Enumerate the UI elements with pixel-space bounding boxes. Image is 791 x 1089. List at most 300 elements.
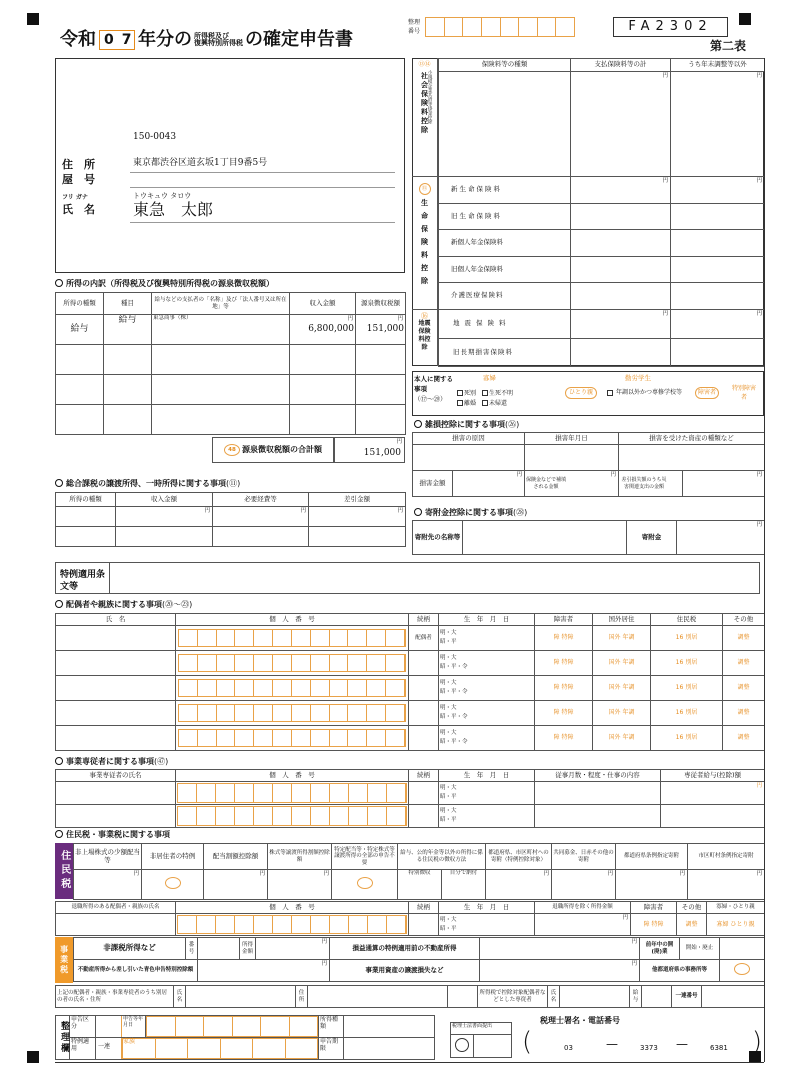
yen-unit: 円 <box>516 472 522 478</box>
footer-kigen-label: 申告期限 <box>318 1038 344 1059</box>
checkbox-icon[interactable] <box>457 390 463 396</box>
income-section-title <box>55 279 274 288</box>
empty-cell[interactable] <box>56 375 104 405</box>
donation-name-value[interactable] <box>463 521 627 555</box>
onetime-section-title <box>55 479 240 488</box>
income-table <box>55 292 406 435</box>
income-hdr-item: 種目 <box>104 293 152 315</box>
family-section-title <box>55 600 192 609</box>
tax-name-small <box>194 33 243 48</box>
footer-tokurei-label: 特例適用 <box>70 1038 96 1059</box>
abroad-options[interactable] <box>593 676 651 701</box>
other-option[interactable] <box>723 651 765 676</box>
shou-text: 障 <box>553 734 560 742</box>
employee-hdr-name: 事業専従者の氏名 <box>56 770 176 782</box>
year-suffix: 年分の <box>138 29 192 50</box>
empty-cell[interactable] <box>720 960 765 982</box>
tel-part-1: 03 <box>564 1044 573 1052</box>
kokugai-text: 国外 <box>608 709 621 717</box>
business-side-label: 事業税 <box>59 945 69 975</box>
empty-cell[interactable] <box>152 375 290 405</box>
rel-cell[interactable] <box>409 651 439 676</box>
retire-hdr-income: 退職所得を除く所得金額 <box>535 902 631 914</box>
amount-cell[interactable] <box>116 507 213 527</box>
yen-unit: 円 <box>607 871 614 877</box>
disabled-options[interactable] <box>535 676 593 701</box>
small-business-text: 小規模企業共済等掛金控除 <box>427 70 433 124</box>
empty-cell[interactable] <box>152 345 290 375</box>
amount-cell[interactable] <box>616 870 688 900</box>
amount-cell[interactable] <box>268 870 332 900</box>
empty-cell[interactable] <box>152 405 290 435</box>
amount-cell[interactable] <box>671 72 765 177</box>
toku-text: 特障 <box>561 634 574 642</box>
rel-cell[interactable] <box>409 676 439 701</box>
shou-text: 障 <box>553 634 560 642</box>
era-text: 昭・平・令 <box>440 714 468 720</box>
total-label-text: 源泉徴収税額の合計額 <box>242 445 322 455</box>
name-underline <box>130 222 395 223</box>
birth-cell[interactable] <box>439 676 535 701</box>
empty-cell[interactable] <box>104 345 152 375</box>
yen-unit: 円 <box>622 915 628 921</box>
yen-unit: 円 <box>321 961 327 967</box>
empty-cell[interactable] <box>56 676 176 701</box>
resident-options[interactable] <box>651 701 723 726</box>
other-option[interactable] <box>677 914 707 936</box>
empty-cell[interactable] <box>671 203 765 230</box>
era-text: 昭・平 <box>440 639 457 645</box>
chosei-text: 調整 <box>685 920 698 928</box>
empty-cell[interactable] <box>198 938 240 960</box>
employee-hdr-number: 個 人 番 号 <box>176 770 409 782</box>
amount-cell[interactable] <box>571 72 671 177</box>
res-hdr-5: 給与、公的年金等以外の所得に係る住民税の徴収方法 <box>398 844 486 870</box>
empty-cell[interactable] <box>56 507 116 527</box>
u16-text: 16 <box>675 659 684 667</box>
seiri-label <box>408 18 420 36</box>
empty-cell[interactable] <box>702 986 765 1008</box>
chosei-text: 調整 <box>737 659 750 667</box>
self-ref-text: （⑰〜⑳） <box>414 395 447 403</box>
tsuki-label: 所得税で控除対象配偶者などとした専従者 <box>478 986 548 1008</box>
select-circle-icon[interactable] <box>357 877 373 889</box>
number-boxes[interactable] <box>176 782 409 805</box>
rel-cell[interactable] <box>409 626 439 651</box>
empty-cell[interactable] <box>671 256 765 283</box>
era-text: 明・大 <box>440 655 457 661</box>
zeirishi-circle-icon[interactable] <box>455 1038 469 1052</box>
abroad-options[interactable] <box>593 651 651 676</box>
address-value[interactable]: 東京都渋谷区道玄坂1丁目9番5号 <box>133 158 268 168</box>
misc-addr-label: 住所 <box>296 986 308 1008</box>
birth-cell[interactable] <box>439 805 535 828</box>
number-boxes[interactable] <box>176 805 409 828</box>
footer-shubetsu-box[interactable] <box>344 1016 434 1037</box>
empty-cell[interactable] <box>671 283 765 310</box>
footer-date-boxes[interactable] <box>146 1016 318 1037</box>
empty-cell[interactable] <box>309 527 406 547</box>
employee-hdr-work: 従事月数・程度・仕事の内容 <box>535 770 661 782</box>
res-hdr-9: 市区町村条例指定寄附 <box>688 844 765 870</box>
disabled-options[interactable] <box>535 726 593 751</box>
nenchou-option[interactable] <box>607 388 685 397</box>
address-underline <box>130 172 395 173</box>
number-boxes[interactable] <box>176 914 409 936</box>
abroad-options[interactable] <box>593 626 651 651</box>
dobetsu-text: 別居 <box>685 659 698 667</box>
yen-unit: 円 <box>756 73 762 79</box>
resident-options[interactable] <box>651 651 723 676</box>
hitorioya-text: ひとり親 <box>565 387 597 400</box>
yen-unit: 円 <box>756 871 763 877</box>
select-circle-icon[interactable] <box>165 877 181 889</box>
resident-options[interactable] <box>651 726 723 751</box>
empty-cell[interactable] <box>290 375 356 405</box>
income-payer[interactable]: 東急商事（株） <box>152 315 290 345</box>
yen-unit: 円 <box>396 439 402 445</box>
name-value[interactable]: 東急 太郎 <box>133 200 214 219</box>
empty-cell[interactable] <box>448 986 478 1008</box>
life-item: 旧個人年金保険料 <box>439 256 571 283</box>
checkbox-icon[interactable] <box>607 390 613 396</box>
other-option[interactable] <box>723 676 765 701</box>
tax-accountant-phone[interactable] <box>522 1028 762 1060</box>
abroad-options[interactable] <box>593 726 651 751</box>
res-hdr-0: 非上場株式の少額配当等 <box>74 844 142 870</box>
empty-cell[interactable] <box>356 375 406 405</box>
donation-amount-label: 寄附金 <box>627 521 677 555</box>
amount-cell[interactable] <box>480 938 640 960</box>
empty-cell[interactable] <box>213 527 309 547</box>
footer-kazoku[interactable] <box>122 1038 318 1059</box>
empty-cell[interactable] <box>409 805 439 828</box>
year-box[interactable]: 07 <box>99 30 135 50</box>
disabled-options[interactable] <box>535 626 593 651</box>
u16-text: 16 <box>675 709 684 717</box>
other-option[interactable] <box>723 626 765 651</box>
amount-cell[interactable] <box>677 521 765 555</box>
kokugai-text: 国外 <box>608 659 621 667</box>
number-boxes[interactable] <box>176 651 409 676</box>
registration-mark-top-right <box>739 13 751 25</box>
income-amount[interactable] <box>290 315 356 345</box>
empty-cell[interactable] <box>661 805 765 828</box>
amount-cell[interactable] <box>256 938 330 960</box>
hoken-text: 保険金などで補填される金額 <box>526 476 567 490</box>
yen-unit: 円 <box>300 508 306 514</box>
res-hdr-7: 共同募金、日赤その他の寄附 <box>552 844 616 870</box>
empty-cell[interactable] <box>56 914 176 936</box>
social-side-num: ⑬⑭ <box>418 61 431 68</box>
name-label <box>62 192 95 216</box>
kafu-options[interactable] <box>457 389 513 409</box>
amount-cell[interactable] <box>571 310 671 339</box>
empty-cell[interactable] <box>356 405 406 435</box>
dobetsu-text: 別居 <box>685 684 698 692</box>
res-hdr-6: 都道府県、市区町村への寄附（特例控除対象） <box>486 844 552 870</box>
era-text: 明・大 <box>440 680 457 686</box>
income-item[interactable]: 給与 <box>104 315 152 345</box>
seizon-text: 生死不明 <box>489 390 514 397</box>
era-text: 明・大 <box>440 808 457 814</box>
family-hdr-abroad: 国外居住 <box>593 614 651 626</box>
number-boxes[interactable] <box>176 676 409 701</box>
yen-unit: 円 <box>662 73 668 79</box>
disabled-options[interactable] <box>535 651 593 676</box>
empty-cell[interactable] <box>356 345 406 375</box>
empty-cell[interactable] <box>56 626 176 651</box>
footer-seiri-label: 整理欄 <box>56 1016 70 1059</box>
life-item: 旧生命保険料 <box>439 203 571 230</box>
other-option[interactable] <box>723 701 765 726</box>
empty-cell[interactable] <box>56 805 176 828</box>
empty-cell[interactable] <box>290 405 356 435</box>
empty-cell[interactable] <box>56 405 104 435</box>
quake-side-label: 地震保険料控除 <box>418 320 431 352</box>
income-hdr-kind: 所得の種類 <box>56 293 104 315</box>
birth-cell[interactable] <box>439 726 535 751</box>
amount-cell[interactable] <box>204 870 268 900</box>
tax-name-line2: 復興特別所得税 <box>194 39 243 48</box>
rel-cell[interactable] <box>409 701 439 726</box>
donation-table <box>412 520 765 555</box>
empty-cell[interactable] <box>439 72 571 177</box>
amount-cell[interactable] <box>671 310 765 339</box>
empty-cell[interactable] <box>671 230 765 257</box>
family-row <box>56 626 765 651</box>
u16-text: 16 <box>675 734 684 742</box>
number-boxes[interactable] <box>176 701 409 726</box>
amount-cell[interactable] <box>480 960 640 982</box>
era-text: 明・大 <box>440 730 457 736</box>
empty-cell[interactable] <box>535 805 661 828</box>
amount-cell[interactable] <box>552 870 616 900</box>
business-num-label: 番号 <box>186 938 198 960</box>
chosei-text: 調整 <box>737 634 750 642</box>
kyuyo-label: 給与 <box>630 986 642 1008</box>
empty-cell[interactable] <box>571 283 671 310</box>
address-label <box>62 157 95 187</box>
empty-cell[interactable] <box>525 445 619 471</box>
birth-cell[interactable] <box>439 626 535 651</box>
empty-cell[interactable] <box>642 986 672 1008</box>
shou-text: 障 <box>553 684 560 692</box>
yen-unit: 円 <box>756 783 762 789</box>
yen-unit: 円 <box>321 939 327 945</box>
amount-cell[interactable] <box>671 177 765 204</box>
empty-cell[interactable] <box>116 527 213 547</box>
income-amount-value: 6,800,000 <box>308 324 354 335</box>
kazoku-text: 家族 <box>123 1039 156 1058</box>
yen-unit: 円 <box>610 472 616 478</box>
rel-cell[interactable] <box>409 726 439 751</box>
furigana-label-text: フリ ガナ <box>62 194 88 201</box>
empty-cell[interactable] <box>535 782 661 805</box>
tel-part-3: 6381 <box>710 1044 728 1052</box>
family-hdr-name: 氏 名 <box>56 614 176 626</box>
other-option[interactable] <box>723 726 765 751</box>
empty-cell[interactable] <box>290 345 356 375</box>
zeirishi-checkbox[interactable] <box>473 1035 511 1057</box>
income-withheld[interactable] <box>356 315 406 345</box>
number-boxes[interactable] <box>176 726 409 751</box>
empty-cell[interactable] <box>409 914 439 936</box>
empty-cell[interactable] <box>409 782 439 805</box>
birth-cell[interactable] <box>439 651 535 676</box>
era-text: 昭・平・令 <box>440 689 468 695</box>
business-side <box>55 937 73 983</box>
empty-cell[interactable] <box>56 527 116 547</box>
select-circle-icon[interactable] <box>734 963 750 975</box>
retire-hdr-birth: 生 年 月 日 <box>439 902 535 914</box>
yen-unit: 円 <box>756 522 762 528</box>
birth-cell[interactable] <box>439 701 535 726</box>
resident-table <box>73 843 765 900</box>
empty-cell[interactable] <box>571 338 671 367</box>
checkbox-icon[interactable] <box>482 390 488 396</box>
quake-table <box>438 309 765 367</box>
amount-cell[interactable] <box>198 960 330 982</box>
sashihiki-text: 差引損失額のうち災害関連支出の金額 <box>621 476 667 490</box>
withholding-total-label <box>212 437 334 463</box>
disabled-options[interactable] <box>535 701 593 726</box>
era-text: 昭・平 <box>440 817 457 823</box>
kaishi-label[interactable]: 開始・廃止 <box>680 938 720 960</box>
footer-kigen-box[interactable] <box>344 1038 434 1059</box>
jibun-option[interactable] <box>442 870 486 900</box>
tel-dash-2: — <box>676 1037 688 1051</box>
misc-name-label: 氏名 <box>548 986 560 1008</box>
social-side-label: 社会保険料控除 <box>420 71 429 135</box>
hitorioya-box[interactable] <box>560 375 602 411</box>
toku-text: 特障 <box>651 920 664 928</box>
empty-cell[interactable] <box>308 986 448 1008</box>
empty-cell[interactable] <box>619 445 765 471</box>
resident-side <box>55 843 73 899</box>
u16-text: 16 <box>675 684 684 692</box>
registration-mark-top-left <box>27 13 39 25</box>
social-hdr-total: 支払保険料等の計 <box>571 59 671 72</box>
empty-cell[interactable] <box>142 870 204 900</box>
income-withheld-value: 151,000 <box>366 324 404 335</box>
empty-cell[interactable] <box>56 782 176 805</box>
shou-text: 障 <box>553 709 560 717</box>
number-boxes[interactable] <box>176 626 409 651</box>
amount-cell[interactable] <box>453 471 525 497</box>
empty-cell[interactable] <box>413 445 525 471</box>
amount-cell[interactable] <box>661 782 765 805</box>
amount-cell[interactable] <box>309 507 406 527</box>
family-hdr-birth: 生 年 月 日 <box>439 614 535 626</box>
resident-options[interactable] <box>651 626 723 651</box>
yen-unit: 円 <box>631 939 637 945</box>
seiri-number-boxes[interactable] <box>425 17 575 37</box>
casualty-hdr-cause: 損害の原因 <box>413 433 525 445</box>
total-num: 48 <box>224 444 240 456</box>
empty-cell[interactable] <box>104 375 152 405</box>
footer-kubun-box[interactable] <box>96 1016 122 1037</box>
income-row <box>56 315 406 345</box>
kafu-options[interactable] <box>707 914 765 936</box>
amount-cell[interactable] <box>213 507 309 527</box>
tel-part-2: 3373 <box>640 1044 658 1052</box>
empty-cell[interactable] <box>104 405 152 435</box>
income-hdr-withheld: 源泉徴収税額 <box>356 293 406 315</box>
disabled-options[interactable] <box>631 914 677 936</box>
amount-cell[interactable] <box>535 914 631 936</box>
toku-text: 特障 <box>561 684 574 692</box>
yen-unit: 円 <box>756 472 763 478</box>
resident-options[interactable] <box>651 676 723 701</box>
employee-hdr-rel: 続柄 <box>409 770 439 782</box>
empty-cell[interactable] <box>56 651 176 676</box>
abroad-options[interactable] <box>593 701 651 726</box>
empty-cell[interactable] <box>186 986 296 1008</box>
amount-cell[interactable] <box>571 177 671 204</box>
business-table <box>73 937 765 982</box>
family-row <box>56 676 765 701</box>
empty-cell[interactable] <box>332 870 398 900</box>
amount-cell[interactable] <box>683 471 765 497</box>
checkbox-icon[interactable] <box>482 400 488 406</box>
empty-cell[interactable] <box>720 938 765 960</box>
amount-cell[interactable] <box>688 870 765 900</box>
seiri-text: 整理 <box>408 19 421 26</box>
kinrou-label: 勤労学生 <box>625 374 651 382</box>
tokubetsu-text: 特別徴収 <box>408 870 431 876</box>
shougai-box[interactable] <box>690 375 724 411</box>
special-articles-box[interactable] <box>55 562 760 594</box>
income-kind[interactable]: 給与 <box>56 315 104 345</box>
empty-cell[interactable] <box>571 256 671 283</box>
empty-cell[interactable] <box>56 345 104 375</box>
furigana-value[interactable]: トウキュウ タロウ <box>133 192 192 200</box>
onetime-ref: (⑪) <box>226 479 241 488</box>
tokubetsu-text: 特別障害者 <box>731 385 756 401</box>
dobetsu-text: 別居 <box>685 709 698 717</box>
era-text: 昭・平 <box>440 794 457 800</box>
zennen-label: 前年中の開(廃)業 <box>640 938 680 960</box>
footer-grid <box>70 1016 434 1059</box>
family-row <box>56 701 765 726</box>
empty-cell[interactable] <box>56 726 176 751</box>
title-tail: の確定申告書 <box>245 29 353 50</box>
birth-cell[interactable] <box>439 782 535 805</box>
checkbox-icon[interactable] <box>457 400 463 406</box>
life-item: 新個人年金保険料 <box>439 230 571 257</box>
empty-cell[interactable] <box>671 338 765 367</box>
address-label-text: 住 所 <box>62 158 95 171</box>
empty-cell[interactable] <box>560 986 630 1008</box>
yen-unit: 円 <box>204 508 210 514</box>
birth-cell[interactable] <box>439 914 535 936</box>
nencho-text: 年調 <box>622 709 635 717</box>
withholding-total[interactable] <box>334 437 405 463</box>
empty-cell[interactable] <box>571 203 671 230</box>
withholding-total-value: 151,000 <box>363 448 401 458</box>
tokubetsu-box[interactable] <box>726 375 762 411</box>
family-ref: (⑳〜㉓) <box>162 600 193 609</box>
empty-cell[interactable] <box>56 701 176 726</box>
tokubetsu-option[interactable] <box>398 870 442 900</box>
amount-cell[interactable] <box>486 870 552 900</box>
empty-cell[interactable] <box>571 230 671 257</box>
onetime-hdr-income: 収入金額 <box>116 493 213 507</box>
onetime-title-text: 総合課税の譲渡所得、一時所得に関する事項 <box>66 479 226 488</box>
amount-cell[interactable] <box>74 870 142 900</box>
resident-section-title <box>55 830 170 839</box>
